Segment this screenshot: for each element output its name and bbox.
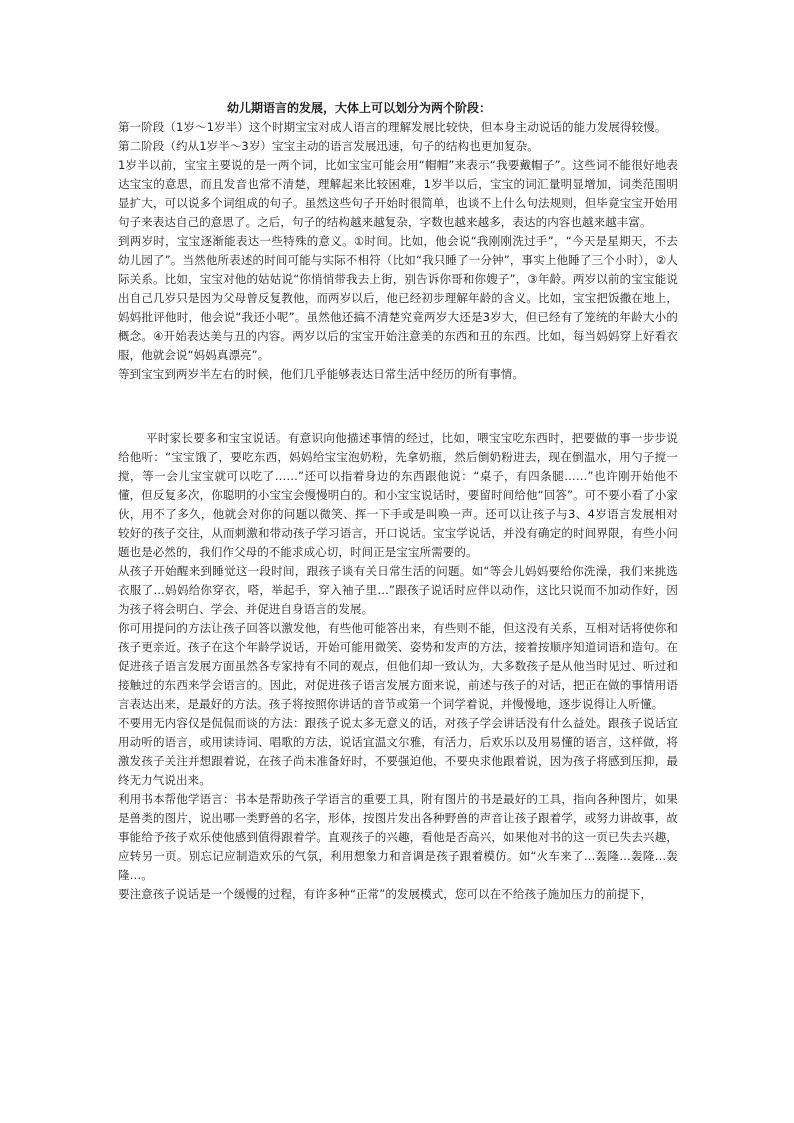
section-gap (118, 384, 678, 429)
paragraph-before-eighteen-months: 1岁半以前，宝宝主要说的是一两个词，比如宝宝可能会用“帽帽”来表示“我要戴帽子”。这些词不能很好地表达宝宝的意思，而且发音也常不清楚，理解起来比较困难，1岁半以后，宝宝的词汇量明显增加，词类范围明显扩大，可以说多个词组成的句子。虽然这些句子开始时很简单，也谈不上什么句法规则，但毕竟宝宝开始用句子来表达自己的意思了。之后，句子的结构越来越复杂，字数也越来越多，表达的内容也越来越丰富。 (118, 158, 678, 229)
paragraph-two-and-half-years: 等到宝宝到两岁半左右的时候，他们几乎能够表达日常生活中经历的所有事情。 (118, 367, 524, 381)
paragraph-talk-more: 平时家长要多和宝宝说话。有意识向他描述事情的经过，比如，喂宝宝吃东西时，把要做的事一步步说给他听：“宝宝饿了，要吃东西，妈妈给宝宝泡奶粉，先拿奶瓶，然后倒奶粉进去，现在倒温水，用勺子搅一搅，等一会儿宝宝就可以吃了……”还可以指着身边的东西跟他说：“桌子，有四条腿……”也许刚开始他不懂，但反复多次，你聪明的小宝宝会慢慢明白的。和小宝宝说话时，要留时间给他“回答”。可不要小看了小家伙，用不了多久，他就会对你的问题以微笑、挥一下手或是叫唤一声。还可以让孩子与3、4岁语言发展相对较好的孩子交往，从而刺激和带动孩子学习语言，开口说话。宝宝学说话，并没有确定的时间界限，有些小问题也是必然的，我们作父母的不能求成心切，时间正是宝宝所需要的。 (118, 431, 678, 559)
paragraph-stage-one: 第一阶段（1岁～1岁半）这个时期宝宝对成人语言的理解发展比较快，但本身主动说话的能力发展得较慢。 (118, 120, 667, 134)
paragraph-slow-process: 要注意孩子说话是一个缓慢的过程，有许多种“正常”的发展模式，您可以在不给孩子施加压力的前提下， (118, 887, 653, 901)
paragraph-stage-two: 第二阶段（约从1岁半～3岁）宝宝主动的语言发展迅速，句子的结构也更加复杂。 (118, 139, 539, 153)
paragraph-avoid-empty-talk: 不要用无内容仅是侃侃而谈的方法：跟孩子说太多无意义的话，对孩子学会讲话没有什么益处。跟孩子说话宜用动听的语言，或用读诗词、唱歌的方法，说话宜温文尔雅，有活力，后欢乐以及用易懂的语言，这样做，将激发孩子关注并想跟着说，在孩子尚未准备好时，不要强迫他，不要央求他跟着说，因为孩子将感到压抑，最终无力气说出来。 (118, 716, 678, 787)
document-page (118, 98, 678, 904)
document-title: 幼儿期语言的发展，大体上可以划分为两个阶段： (227, 101, 492, 115)
paragraph-daily-life-talk: 从孩子开始醒来到睡觉这一段时间，跟孩子谈有关日常生活的问题。如“等会儿妈妈要给你洗澡，我们来挑选衣服了…妈妈给你穿衣，嗒，举起手，穿入袖子里…”跟孩子说话时应伴以动作，这比只说而不加动作好，因为孩子将会明白、学会、并促进自身语言的发展。 (118, 564, 678, 616)
paragraph-questioning-method: 你可用提问的方法让孩子回答以激发他，有些他可能答出来，有些则不能，但这没有关系，互相对话将使你和孩子更亲近。孩子在这个年龄学说话，开始可能用微笑、姿势和发声的方法，接着按顺序知道词语和造句。在促进孩子语言发展方面虽然各专家持有不同的观点，但他们却一致认为，大多数孩子是从他当时见过、听过和接触过的东西来学会语言的。因此，对促进孩子语言发展方面来说，前述与孩子的对话，把正在做的事情用语言表达出来，是最好的方法。孩子将按照你讲话的音节或第一个词学着说，并慢慢地，逐步说得让人听懂。 (118, 621, 678, 711)
paragraph-at-two-years: 到两岁时，宝宝逐渐能表达一些特殊的意义。①时间。比如，他会说“我刚刚洗过手”，“今天是星期天，不去幼儿园了”。当然他所表述的时间可能与实际不相符（比如“我只睡了一分钟”，事实上他睡了三个小时），②人际关系。比如，宝宝对他的姑姑说“你悄悄带我去上街，别告诉你哥和你嫂子”，③年龄。两岁以前的宝宝能说出自己几岁只是因为父母曾反复教他，而两岁以后，他已经初步理解年龄的含义。比如，宝宝把饭撒在地上，妈妈批评他时，他会说“我还小呢”。虽然他还搞不清楚究竟两岁大还是3岁大，但已经有了笼统的年龄大小的概念。④开始表达美与丑的内容。两岁以后的宝宝开始注意美的东西和丑的东西。比如，每当妈妈穿上好看衣服，他就会说“妈妈真漂亮”。 (118, 234, 678, 362)
paragraph-use-books: 利用书本帮他学语言：书本是帮助孩子学语言的重要工具，附有图片的书是最好的工具，指向各种图片，如果是兽类的图片，说出哪一类野兽的名字，形体，按图片发出各种野兽的声音让孩子跟着学，或努力讲故事，故事能给予孩子欢乐使他感到值得跟着学。直观孩子的兴趣，看他是否高兴，如果他对书的这一页已失去兴趣，应转另一页。别忘记应制造欢乐的气氛，利用想象力和音调是孩子跟着模仿。如“火车来了…轰隆…轰隆…轰隆…。 (118, 792, 678, 882)
